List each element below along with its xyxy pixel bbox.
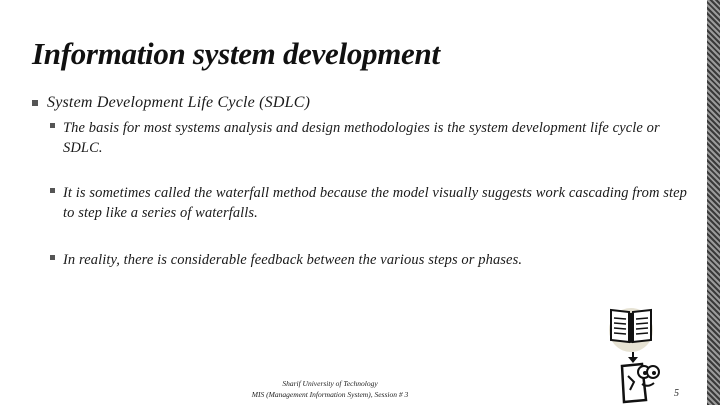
bullet-marker [50,188,55,193]
footer [200,378,460,400]
footer-university: Sharif University of Technology [282,379,378,388]
bullet-marker [50,255,55,260]
sub-bullet-1 [50,118,690,158]
sub-bullet-3 [50,250,690,270]
arrow-down-icon [628,357,638,363]
reading-person-icon [608,352,664,404]
sub-bullet-2 [50,183,690,223]
main-bullet [32,94,310,112]
open-book-icon [606,302,656,352]
page-number: 5 [674,388,679,399]
main-bullet-text: System Development Life Cycle (SDLC) [47,94,311,111]
slide-title: Information system development [32,36,440,71]
sub-bullet-text: It is sometimes called the waterfall method because the model visually suggests work cascading from step to step like a series of waterfalls. [63,185,688,221]
bullet-marker [32,100,38,106]
sub-bullet-text: The basis for most systems analysis and design methodologies is the system development life cycle or SDLC. [63,120,660,156]
bullet-marker [50,123,55,128]
decorative-border [707,0,720,405]
sub-bullet-text: In reality, there is considerable feedback between the various steps or phases. [63,252,523,268]
footer-course: MIS (Management Information System), Session # 3 [251,390,409,399]
